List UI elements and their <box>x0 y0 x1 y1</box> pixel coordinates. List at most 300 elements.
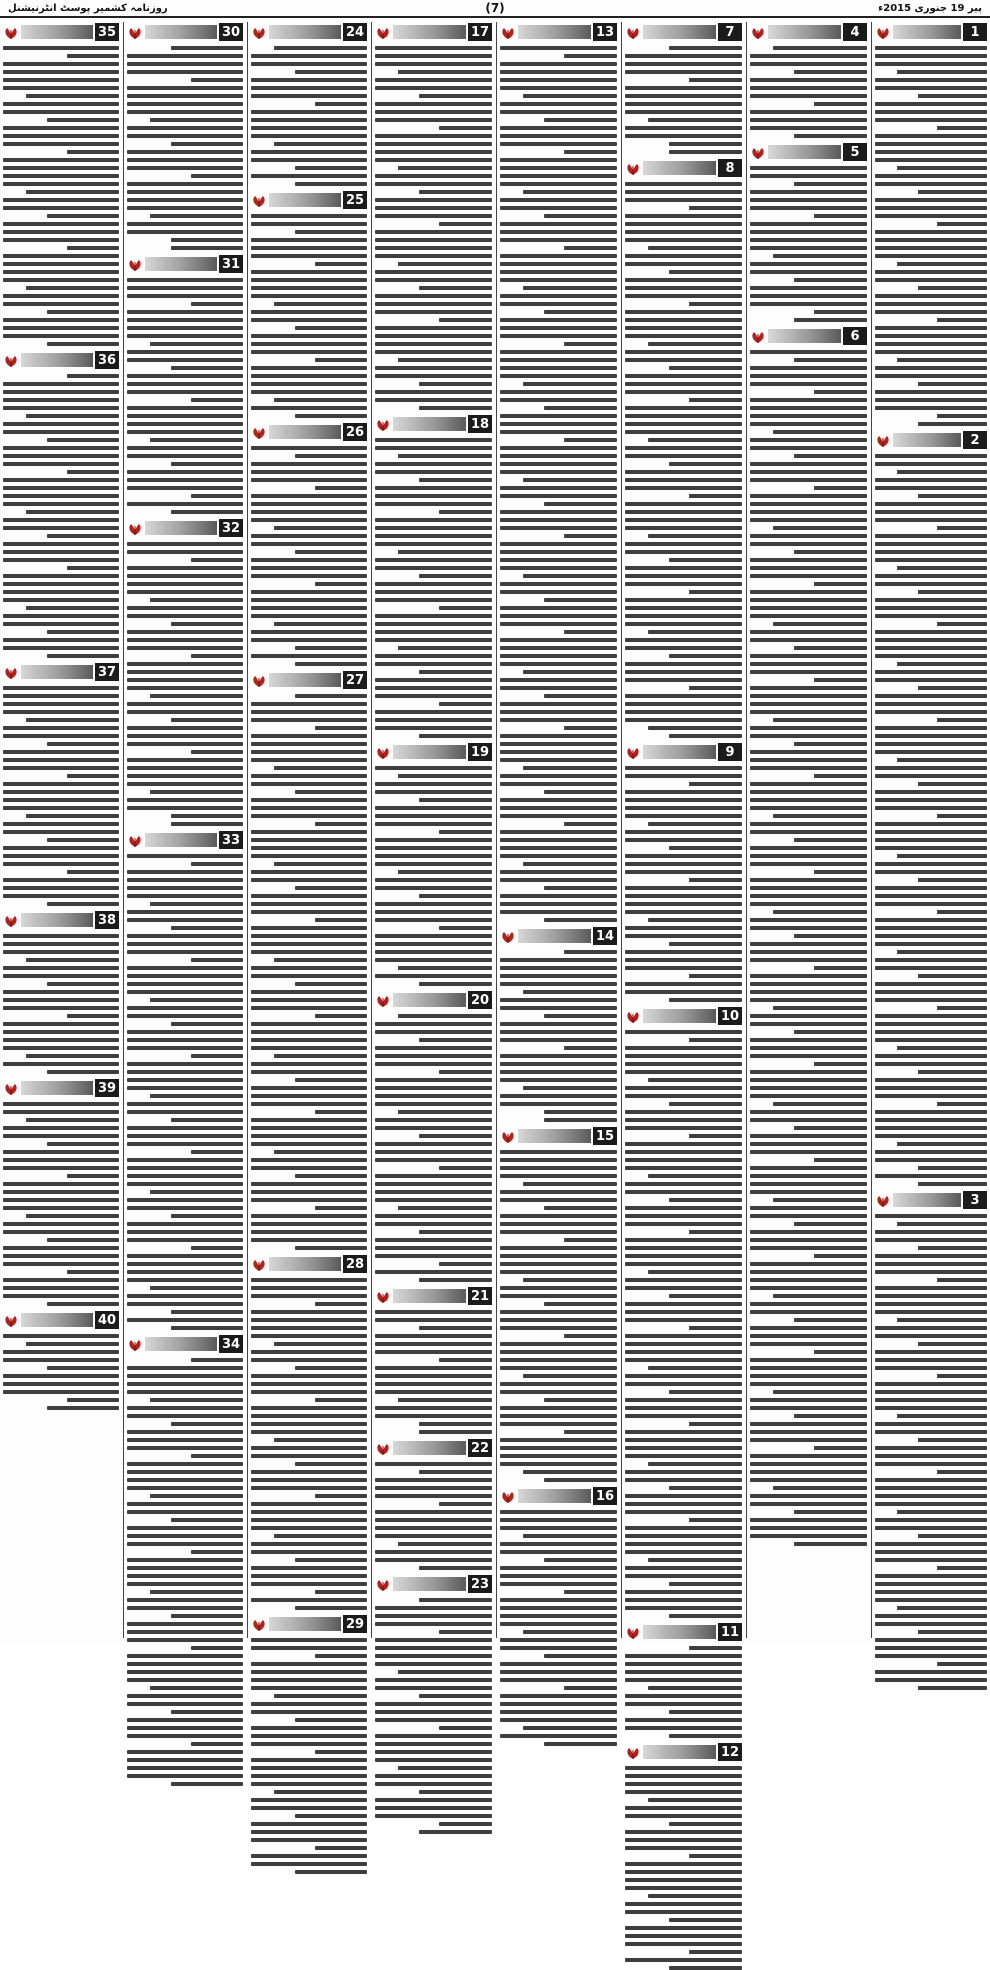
text-line <box>251 494 367 498</box>
maple-leaf-icon <box>625 1745 641 1759</box>
text-line <box>3 974 119 978</box>
text-line <box>419 1326 492 1330</box>
text-line <box>375 1142 492 1146</box>
text-line <box>625 1470 742 1474</box>
text-line <box>191 1550 243 1554</box>
text-line <box>375 718 492 722</box>
text-line <box>500 1294 617 1298</box>
text-line <box>564 1686 617 1690</box>
text-line <box>625 1662 742 1666</box>
text-line <box>500 1214 617 1218</box>
text-line <box>251 926 367 930</box>
text-line <box>127 1382 243 1386</box>
text-line <box>127 542 243 546</box>
text-line <box>127 574 243 578</box>
text-line <box>648 1078 742 1082</box>
text-line <box>127 286 243 290</box>
text-line <box>171 1118 243 1122</box>
text-line <box>274 1438 367 1442</box>
text-line <box>937 1102 987 1106</box>
text-line <box>669 142 742 146</box>
story-body <box>3 934 119 1074</box>
text-line <box>875 894 987 898</box>
text-line <box>625 566 742 570</box>
text-line <box>295 1558 367 1562</box>
text-line <box>875 1590 987 1594</box>
maple-leaf-icon <box>375 1289 391 1303</box>
text-line <box>500 1694 617 1698</box>
text-line <box>875 142 987 146</box>
text-line <box>375 782 492 786</box>
text-line <box>251 734 367 738</box>
column-3 <box>622 22 745 1760</box>
text-line <box>669 1918 742 1922</box>
text-line <box>3 1246 119 1250</box>
text-line <box>875 774 987 778</box>
story-body <box>3 686 119 906</box>
story-number: 29 <box>343 1615 367 1633</box>
text-line <box>625 830 742 834</box>
text-line <box>669 998 742 1002</box>
text-line <box>375 1254 492 1258</box>
story-body <box>625 1766 742 1970</box>
story-body <box>127 854 243 1330</box>
text-line <box>897 262 987 266</box>
text-line <box>419 1598 492 1602</box>
text-line <box>3 486 119 490</box>
text-line <box>251 78 367 82</box>
text-line <box>500 1390 617 1394</box>
text-line <box>3 446 119 450</box>
text-line <box>26 1214 119 1218</box>
text-line <box>750 470 867 474</box>
text-line <box>500 718 617 722</box>
text-line <box>251 1214 367 1218</box>
text-line <box>750 1422 867 1426</box>
text-line <box>419 1038 492 1042</box>
text-line <box>500 1326 617 1330</box>
text-line <box>67 774 119 778</box>
text-line <box>794 1222 867 1226</box>
story-number: 9 <box>718 743 742 761</box>
text-line <box>439 926 492 930</box>
text-line <box>897 1222 987 1226</box>
text-line <box>3 1390 119 1394</box>
text-line <box>875 1150 987 1154</box>
text-line <box>750 1342 867 1346</box>
text-line <box>564 1590 617 1594</box>
text-line <box>625 1262 742 1266</box>
text-line <box>3 1158 119 1162</box>
text-line <box>315 1110 367 1114</box>
text-line <box>544 1654 617 1658</box>
text-line <box>127 1038 243 1042</box>
text-line <box>67 150 119 154</box>
text-line <box>439 318 492 322</box>
text-line <box>500 1382 617 1386</box>
text-line <box>295 326 367 330</box>
text-line <box>3 110 119 114</box>
text-line <box>750 694 867 698</box>
text-line <box>127 942 243 946</box>
text-line <box>625 1350 742 1354</box>
text-line <box>251 774 367 778</box>
text-line <box>315 1654 367 1658</box>
text-line <box>875 1254 987 1258</box>
text-line <box>875 1486 987 1490</box>
text-line <box>500 782 617 786</box>
text-line <box>875 1390 987 1394</box>
text-line <box>544 1398 617 1402</box>
text-line <box>419 1422 492 1426</box>
text-line <box>127 782 243 786</box>
text-line <box>669 150 742 154</box>
text-line <box>398 1542 492 1546</box>
text-line <box>3 198 119 202</box>
text-line <box>875 1286 987 1290</box>
story-body <box>750 350 867 1546</box>
text-line <box>625 278 742 282</box>
story-number: 30 <box>219 23 243 41</box>
text-line <box>750 166 867 170</box>
text-line <box>773 430 867 434</box>
text-line <box>625 86 742 90</box>
text-line <box>251 286 367 290</box>
text-line <box>625 1430 742 1434</box>
text-line <box>150 1094 243 1098</box>
text-line <box>625 1534 742 1538</box>
text-line <box>439 1502 492 1506</box>
text-line <box>251 1574 367 1578</box>
text-line <box>669 1582 742 1586</box>
text-line <box>625 1094 742 1098</box>
text-line <box>689 1950 742 1954</box>
text-line <box>251 270 367 274</box>
text-line <box>500 390 617 394</box>
text-line <box>251 1742 367 1746</box>
text-line <box>875 678 987 682</box>
text-line <box>127 1734 243 1738</box>
text-line <box>750 1174 867 1178</box>
text-line <box>439 1822 492 1826</box>
text-line <box>875 342 987 346</box>
text-line <box>127 1070 243 1074</box>
text-line <box>523 670 617 674</box>
text-line <box>251 894 367 898</box>
text-line <box>127 1206 243 1210</box>
text-line <box>26 814 119 818</box>
text-line <box>500 1662 617 1666</box>
text-line <box>875 846 987 850</box>
text-line <box>500 422 617 426</box>
story-header <box>500 22 617 42</box>
story-header <box>127 1334 243 1354</box>
text-line <box>625 1374 742 1378</box>
text-line <box>897 1606 987 1610</box>
text-line <box>127 870 243 874</box>
maple-leaf-icon <box>750 25 766 39</box>
text-line <box>3 758 119 762</box>
text-line <box>625 1870 742 1874</box>
text-line <box>375 934 492 938</box>
text-line <box>251 782 367 786</box>
text-line <box>625 798 742 802</box>
text-line <box>750 1246 867 1250</box>
text-line <box>669 366 742 370</box>
text-line <box>750 974 867 978</box>
text-line <box>794 182 867 186</box>
text-line <box>625 94 742 98</box>
text-line <box>251 1710 367 1714</box>
text-line <box>127 1662 243 1666</box>
text-line <box>564 246 617 250</box>
text-line <box>500 158 617 162</box>
text-line <box>523 1470 617 1474</box>
text-line <box>375 1486 492 1490</box>
text-line <box>500 262 617 266</box>
text-line <box>150 902 243 906</box>
text-line <box>251 910 367 914</box>
maple-leaf-icon <box>875 433 891 447</box>
text-line <box>875 638 987 642</box>
text-line <box>127 758 243 762</box>
text-line <box>625 1086 742 1090</box>
text-line <box>773 718 867 722</box>
text-line <box>375 494 492 498</box>
text-line <box>625 966 742 970</box>
text-line <box>625 230 742 234</box>
text-line <box>251 966 367 970</box>
text-line <box>47 838 119 842</box>
text-line <box>3 1126 119 1130</box>
text-line <box>251 990 367 994</box>
story-number: 13 <box>593 23 617 41</box>
text-line <box>3 806 119 810</box>
text-line <box>625 606 742 610</box>
text-line <box>3 726 119 730</box>
text-line <box>251 950 367 954</box>
text-line <box>375 366 492 370</box>
text-line <box>500 606 617 610</box>
text-line <box>127 166 243 170</box>
text-line <box>814 582 867 586</box>
text-line <box>47 742 119 746</box>
text-line <box>750 982 867 986</box>
text-line <box>500 126 617 130</box>
story-header-bar <box>269 1257 341 1271</box>
text-line <box>251 470 367 474</box>
text-line <box>191 1742 243 1746</box>
text-line <box>251 518 367 522</box>
text-line <box>918 382 987 386</box>
story-body <box>251 446 367 666</box>
story-header <box>3 350 119 370</box>
text-line <box>171 1310 243 1314</box>
story-header-bar <box>269 25 341 39</box>
text-line <box>625 950 742 954</box>
story-header-bar <box>893 1193 961 1207</box>
text-line <box>648 1686 742 1690</box>
text-line <box>375 1190 492 1194</box>
text-line <box>523 1278 617 1282</box>
text-line <box>3 694 119 698</box>
text-line <box>875 1326 987 1330</box>
text-line <box>544 790 617 794</box>
text-line <box>625 614 742 618</box>
text-line <box>897 854 987 858</box>
text-line <box>274 862 367 866</box>
text-line <box>648 1798 742 1802</box>
text-line <box>875 1158 987 1162</box>
text-line <box>251 566 367 570</box>
text-line <box>47 630 119 634</box>
text-line <box>375 1638 492 1642</box>
text-line <box>875 750 987 754</box>
text-line <box>564 54 617 58</box>
text-line <box>500 326 617 330</box>
text-line <box>251 1070 367 1074</box>
text-line <box>171 622 243 626</box>
text-line <box>251 542 367 546</box>
text-line <box>171 926 243 930</box>
text-line <box>648 342 742 346</box>
text-line <box>625 1166 742 1170</box>
story-header <box>625 1006 742 1026</box>
text-line <box>500 1078 617 1082</box>
text-line <box>127 1542 243 1546</box>
column-1 <box>872 22 990 1638</box>
text-line <box>3 134 119 138</box>
text-line <box>625 1782 742 1786</box>
story-number: 12 <box>718 1743 742 1761</box>
text-line <box>3 590 119 594</box>
text-line <box>750 1142 867 1146</box>
text-line <box>127 734 243 738</box>
text-line <box>750 118 867 122</box>
text-line <box>500 1718 617 1722</box>
text-line <box>3 1110 119 1114</box>
text-line <box>171 462 243 466</box>
text-line <box>625 542 742 546</box>
text-line <box>3 886 119 890</box>
text-line <box>625 350 742 354</box>
text-line <box>500 278 617 282</box>
text-line <box>794 70 867 74</box>
text-line <box>750 918 867 922</box>
text-line <box>127 1574 243 1578</box>
text-line <box>398 1014 492 1018</box>
text-line <box>750 1214 867 1218</box>
text-line <box>500 358 617 362</box>
text-line <box>127 742 243 746</box>
text-line <box>191 1646 243 1650</box>
text-line <box>191 750 243 754</box>
text-line <box>295 1462 367 1466</box>
text-line <box>500 614 617 618</box>
text-line <box>3 854 119 858</box>
story-header <box>3 910 119 930</box>
text-line <box>875 534 987 538</box>
text-line <box>750 558 867 562</box>
text-line <box>918 1630 987 1634</box>
text-line <box>937 126 987 130</box>
maple-leaf-icon <box>500 1129 516 1143</box>
text-line <box>875 558 987 562</box>
text-line <box>500 878 617 882</box>
text-line <box>625 1806 742 1810</box>
text-line <box>127 486 243 490</box>
text-line <box>127 382 243 386</box>
text-line <box>375 1806 492 1810</box>
text-line <box>127 1414 243 1418</box>
text-line <box>3 1294 119 1298</box>
text-line <box>918 878 987 882</box>
text-line <box>500 982 617 986</box>
text-line <box>625 54 742 58</box>
page-number: (7) <box>485 1 505 15</box>
text-line <box>750 422 867 426</box>
text-line <box>689 1646 742 1650</box>
text-line <box>251 510 367 514</box>
text-line <box>625 70 742 74</box>
text-line <box>750 758 867 762</box>
text-line <box>439 126 492 130</box>
text-line <box>375 1046 492 1050</box>
story-number: 40 <box>95 1311 119 1329</box>
text-line <box>937 1566 987 1570</box>
text-line <box>171 822 243 826</box>
text-line <box>750 1182 867 1186</box>
text-line <box>3 846 119 850</box>
text-line <box>625 1494 742 1498</box>
text-line <box>375 558 492 562</box>
text-line <box>375 374 492 378</box>
text-line <box>814 870 867 874</box>
text-line <box>375 326 492 330</box>
text-line <box>750 190 867 194</box>
maple-leaf-icon <box>251 25 267 39</box>
text-line <box>875 366 987 370</box>
text-line <box>500 1574 617 1578</box>
masthead-date: پیر 19 جنوری 2015ء <box>878 2 982 14</box>
text-line <box>67 566 119 570</box>
text-line <box>375 1334 492 1338</box>
text-line <box>625 486 742 490</box>
text-line <box>669 1198 742 1202</box>
story-header <box>750 326 867 346</box>
text-line <box>3 1206 119 1210</box>
text-line <box>875 46 987 50</box>
text-line <box>127 686 243 690</box>
text-line <box>500 206 617 210</box>
text-line <box>500 1246 617 1250</box>
text-line <box>251 1142 367 1146</box>
text-line <box>375 398 492 402</box>
text-line <box>251 806 367 810</box>
text-line <box>875 606 987 610</box>
text-line <box>523 1630 617 1634</box>
text-line <box>648 1462 742 1466</box>
text-line <box>875 390 987 394</box>
text-line <box>375 1382 492 1386</box>
text-line <box>750 1406 867 1410</box>
text-line <box>625 1454 742 1458</box>
text-line <box>500 470 617 474</box>
text-line <box>127 358 243 362</box>
text-line <box>251 1678 367 1682</box>
text-line <box>375 342 492 346</box>
text-line <box>47 1142 119 1146</box>
